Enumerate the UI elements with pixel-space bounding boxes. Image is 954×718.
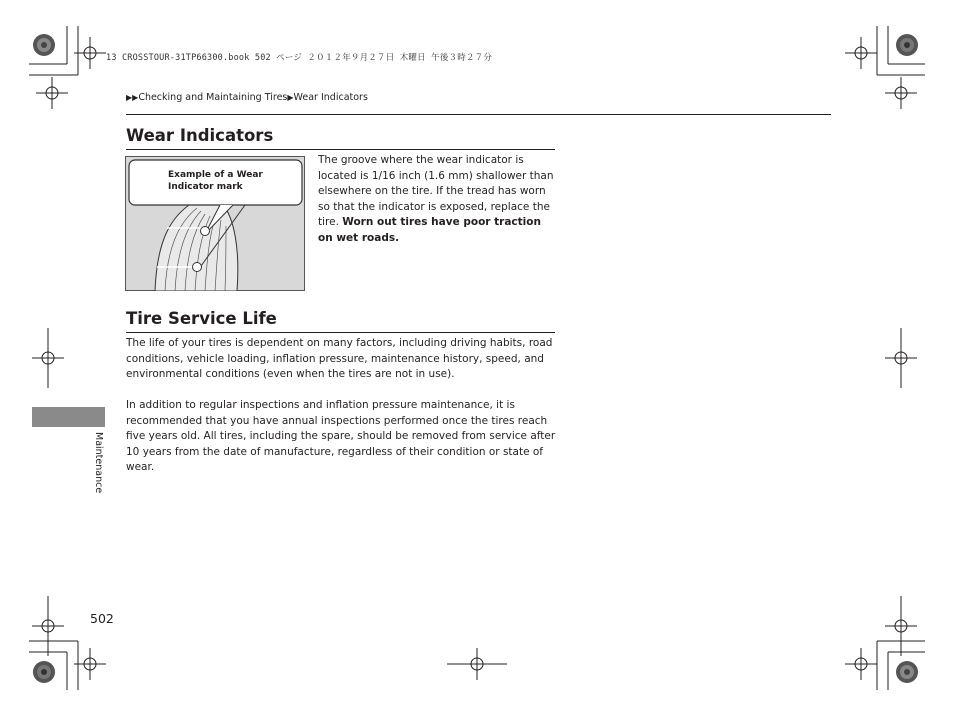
breadcrumb-arrow: ▶▶: [126, 93, 139, 102]
service-paragraph-2: In addition to regular inspections and inflation pressure maintenance, it is recommended that you have annual inspections performed once the tires reach five years old. All tires, including the spare, should be removed from service after 10 years from the date of manufacture, regardless of their condition or state of wear.: [126, 399, 556, 473]
print-header: 13 CROSSTOUR-31TP66300.book 502 ページ ２０１２年９月２７日 木曜日 午後３時２７分: [106, 53, 493, 63]
wear-warning: Worn out tires have poor traction on wet roads.: [318, 216, 541, 244]
tire-service-life-heading: Tire Service Life: [126, 309, 277, 328]
breadcrumb-current: Wear Indicators: [293, 92, 368, 103]
breadcrumb: [126, 92, 368, 103]
sidebar-label: Maintenance: [93, 432, 104, 494]
breadcrumb-parent[interactable]: Checking and Maintaining Tires: [138, 92, 288, 103]
page-number: 502: [90, 611, 114, 626]
service-paragraph-1: The life of your tires is dependent on many factors, including driving habits, road conditions, vehicle loading, inflation pressure, maintenance history, speed, and environmental conditions (even when the tires are not in use).: [126, 337, 553, 380]
top-rule: [126, 114, 831, 115]
figure-callout: Example of a Wear Indicator mark: [168, 170, 263, 192]
wear-indicator-figure: [125, 156, 305, 291]
breadcrumb-separator: ▶: [287, 93, 294, 102]
service-heading-rule: [126, 332, 555, 333]
wear-description: [318, 153, 555, 246]
wear-indicators-heading: Wear Indicators: [126, 126, 274, 145]
wear-body: The groove where the wear indicator is located is 1/16 inch (1.6 mm) shallower than elsewhere on the tire. If the tread has worn so that the indicator is exposed, replace the tire.: [318, 154, 554, 228]
wear-heading-rule: [126, 149, 555, 150]
sidebar-tab: [32, 407, 105, 427]
